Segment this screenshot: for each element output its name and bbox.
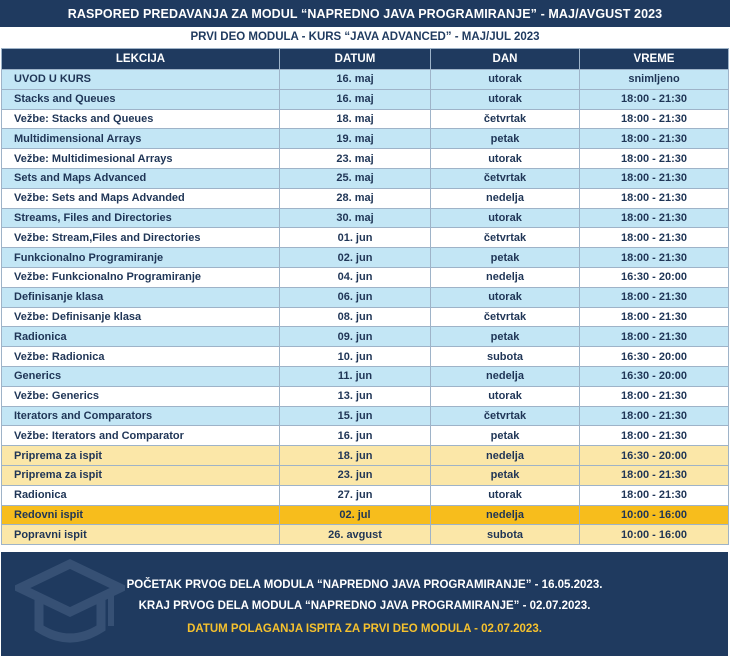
date-cell: 16. maj [280,89,431,109]
table-row [2,327,729,347]
time-cell: 18:00 - 21:30 [580,168,729,188]
date-cell: 16. jun [280,426,431,446]
time-cell: 18:00 - 21:30 [580,208,729,228]
lesson-cell: Vežbe: Radionica [2,347,280,367]
lesson-cell: Iterators and Comparators [2,406,280,426]
time-cell: 18:00 - 21:30 [580,307,729,327]
day-cell: utorak [431,485,580,505]
table-row [2,426,729,446]
lesson-cell: Priprema za ispit [2,465,280,485]
lesson-cell: Vežbe: Stacks and Queues [2,109,280,129]
lesson-cell: Streams, Files and Directories [2,208,280,228]
time-cell: 16:30 - 20:00 [580,366,729,386]
day-cell: utorak [431,208,580,228]
date-cell: 19. maj [280,129,431,149]
table-row [2,347,729,367]
date-cell: 16. maj [280,70,431,90]
table-row [2,149,729,169]
lesson-cell: Vežbe: Multidimesional Arrays [2,149,280,169]
column-header-date: DATUM [280,49,431,70]
time-cell: 18:00 - 21:30 [580,149,729,169]
day-cell: utorak [431,287,580,307]
lesson-cell: Popravni ispit [2,525,280,545]
lesson-cell: Redovni ispit [2,505,280,525]
table-row [2,525,729,545]
time-cell: 18:00 - 21:30 [580,406,729,426]
day-cell: petak [431,248,580,268]
lesson-cell: Stacks and Queues [2,89,280,109]
table-row [2,89,729,109]
day-cell: četvrtak [431,406,580,426]
time-cell: 18:00 - 21:30 [580,386,729,406]
lesson-cell: Vežbe: Stream,Files and Directories [2,228,280,248]
lesson-cell: UVOD U KURS [2,70,280,90]
day-cell: utorak [431,89,580,109]
column-header-lesson: LEKCIJA [2,49,280,70]
exam-date-text: DATUM POLAGANJA ISPITA ZA PRVI DEO MODULA - 02.07.2023. [187,623,542,635]
day-cell: nedelja [431,366,580,386]
date-cell: 10. jun [280,347,431,367]
lesson-cell: Vežbe: Definisanje klasa [2,307,280,327]
schedule-table [1,48,729,545]
table-row [2,248,729,268]
column-header-time: VREME [580,49,729,70]
day-cell: petak [431,465,580,485]
lesson-cell: Multidimensional Arrays [2,129,280,149]
table-row [2,70,729,90]
time-cell: 16:30 - 20:00 [580,446,729,466]
date-cell: 18. jun [280,446,431,466]
day-cell: subota [431,347,580,367]
time-cell: snimljeno [580,70,729,90]
table-row [2,386,729,406]
day-cell: nedelja [431,188,580,208]
time-cell: 16:30 - 20:00 [580,347,729,367]
date-cell: 08. jun [280,307,431,327]
date-cell: 27. jun [280,485,431,505]
time-cell: 18:00 - 21:30 [580,228,729,248]
table-row [2,228,729,248]
date-cell: 06. jun [280,287,431,307]
day-cell: petak [431,129,580,149]
day-cell: četvrtak [431,168,580,188]
day-cell: četvrtak [431,228,580,248]
time-cell: 18:00 - 21:30 [580,129,729,149]
day-cell: petak [431,327,580,347]
date-cell: 15. jun [280,406,431,426]
day-cell: nedelja [431,446,580,466]
date-cell: 23. maj [280,149,431,169]
table-row [2,208,729,228]
time-cell: 18:00 - 21:30 [580,89,729,109]
day-cell: utorak [431,386,580,406]
time-cell: 16:30 - 20:00 [580,267,729,287]
table-row [2,465,729,485]
lesson-cell: Priprema za ispit [2,446,280,466]
time-cell: 18:00 - 21:30 [580,426,729,446]
page-subtitle: PRVI DEO MODULA - KURS “JAVA ADVANCED” - MAJ/JUL 2023 [0,27,730,47]
column-header-day: DAN [431,49,580,70]
date-cell: 01. jun [280,228,431,248]
day-cell: petak [431,426,580,446]
time-cell: 18:00 - 21:30 [580,188,729,208]
table-row [2,168,729,188]
lesson-cell: Sets and Maps Advanced [2,168,280,188]
schedule-body [2,70,729,545]
table-row [2,129,729,149]
day-cell: nedelja [431,267,580,287]
table-header-row [2,49,729,70]
table-row [2,109,729,129]
lesson-cell: Generics [2,366,280,386]
date-cell: 23. jun [280,465,431,485]
date-cell: 25. maj [280,168,431,188]
table-row [2,505,729,525]
lesson-cell: Radionica [2,327,280,347]
lesson-cell: Vežbe: Generics [2,386,280,406]
date-cell: 02. jun [280,248,431,268]
time-cell: 18:00 - 21:30 [580,287,729,307]
time-cell: 18:00 - 21:30 [580,248,729,268]
table-row [2,485,729,505]
module-start-text: POČETAK PRVOG DELA MODULA “NAPREDNO JAVA PROGRAMIRANJE” - 16.05.2023. [126,579,603,591]
table-row [2,307,729,327]
module-end-text: KRAJ PRVOG DELA MODULA “NAPREDNO JAVA PROGRAMIRANJE” - 02.07.2023. [138,600,591,612]
time-cell: 18:00 - 21:30 [580,109,729,129]
day-cell: utorak [431,149,580,169]
lesson-cell: Vežbe: Sets and Maps Advanded [2,188,280,208]
day-cell: nedelja [431,505,580,525]
footer-panel [1,552,728,656]
time-cell: 18:00 - 21:30 [580,465,729,485]
lesson-cell: Funkcionalno Programiranje [2,248,280,268]
table-row [2,406,729,426]
page-title: RASPORED PREDAVANJA ZA MODUL “NAPREDNO JAVA PROGRAMIRANJE” - MAJ/AVGUST 2023 [0,0,730,27]
table-row [2,287,729,307]
day-cell: četvrtak [431,307,580,327]
date-cell: 13. jun [280,386,431,406]
lesson-cell: Radionica [2,485,280,505]
date-cell: 11. jun [280,366,431,386]
date-cell: 18. maj [280,109,431,129]
date-cell: 02. jul [280,505,431,525]
lesson-cell: Vežbe: Funkcionalno Programiranje [2,267,280,287]
table-row [2,188,729,208]
lesson-cell: Vežbe: Iterators and Comparator [2,426,280,446]
time-cell: 18:00 - 21:30 [580,327,729,347]
date-cell: 28. maj [280,188,431,208]
day-cell: četvrtak [431,109,580,129]
date-cell: 26. avgust [280,525,431,545]
date-cell: 30. maj [280,208,431,228]
day-cell: utorak [431,70,580,90]
table-row [2,366,729,386]
date-cell: 09. jun [280,327,431,347]
lesson-cell: Definisanje klasa [2,287,280,307]
table-row [2,446,729,466]
day-cell: subota [431,525,580,545]
table-row [2,267,729,287]
time-cell: 10:00 - 16:00 [580,525,729,545]
date-cell: 04. jun [280,267,431,287]
time-cell: 10:00 - 16:00 [580,505,729,525]
time-cell: 18:00 - 21:30 [580,485,729,505]
